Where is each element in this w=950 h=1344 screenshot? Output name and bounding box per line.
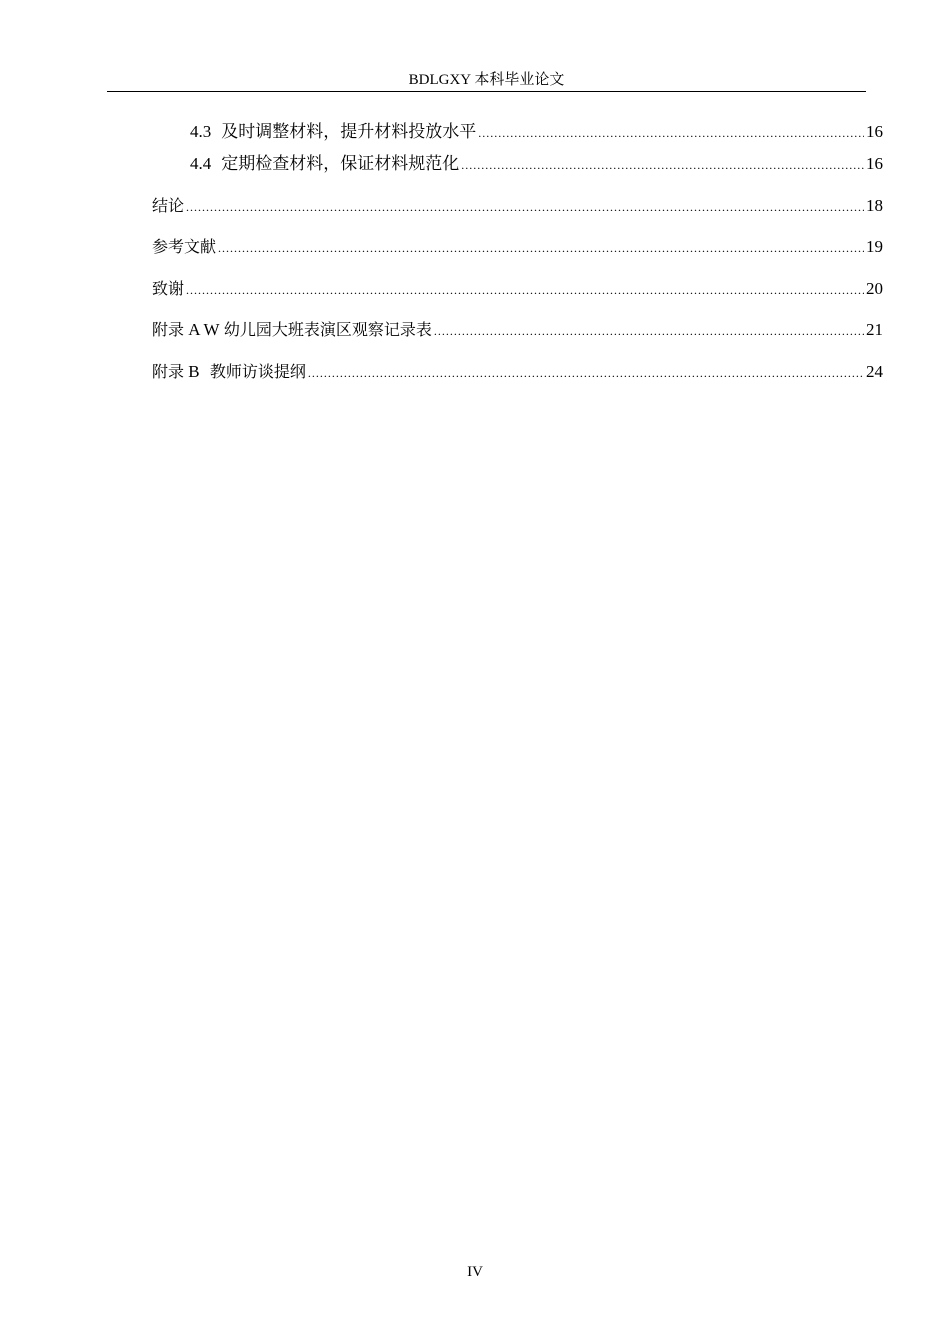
- toc-entry-number: 4.3: [190, 122, 212, 141]
- toc-entry-text: 及时调整材料，提升材料投放水平: [221, 122, 477, 141]
- toc-entry-conclusion[interactable]: [152, 195, 883, 218]
- toc-dot-leader: [434, 320, 864, 342]
- toc-entry-4-4[interactable]: [190, 153, 883, 176]
- toc-entry-title: [152, 195, 184, 217]
- toc-page-number: 19: [866, 237, 883, 256]
- toc-entry-prefix: 附录: [152, 320, 185, 339]
- toc-entry-title: [152, 361, 306, 383]
- toc-entry-text: 定期检查材料，保证材料规范化: [221, 154, 460, 173]
- toc-entry-appendix-a[interactable]: [152, 319, 883, 342]
- toc-entry-title: [190, 121, 476, 143]
- toc-dot-leader: [308, 362, 864, 384]
- toc-entry-acknowledgements[interactable]: [152, 278, 883, 301]
- toc-entry-text: 教师访谈提纲: [209, 362, 306, 381]
- toc-entry-label: A W: [188, 320, 220, 339]
- page-footer-number: IV: [467, 1264, 483, 1280]
- toc-entry-4-3[interactable]: [190, 121, 883, 144]
- toc-entry-text: 幼儿园大班表演区观察记录表: [223, 320, 432, 339]
- toc-page-number: 20: [866, 279, 883, 298]
- toc-entry-title: [152, 278, 184, 300]
- toc-entry-prefix: 附录: [152, 362, 185, 381]
- toc-dot-leader: [478, 122, 864, 144]
- toc-entry-number: 4.4: [190, 154, 212, 173]
- toc-entry-appendix-b[interactable]: [152, 361, 883, 384]
- toc-entry-text: 结论: [152, 196, 185, 215]
- running-header: BDLGXY 本科毕业论文: [408, 72, 565, 88]
- toc-dot-leader: [186, 279, 864, 301]
- toc-page-number: 18: [866, 196, 883, 215]
- toc-entry-references[interactable]: [152, 236, 883, 259]
- toc-page-number: 24: [866, 362, 883, 381]
- toc-page-number: 16: [866, 122, 883, 141]
- toc-page-number: 16: [866, 154, 883, 173]
- toc-entry-title: [152, 319, 432, 341]
- toc-entry-title: [190, 153, 459, 175]
- toc-dot-leader: [218, 237, 864, 259]
- toc-entry-title: [152, 236, 216, 258]
- toc-entry-label: B: [188, 362, 200, 381]
- toc-dot-leader: [461, 154, 864, 176]
- toc-page-number: 21: [866, 320, 883, 339]
- toc-entry-text: 致谢: [152, 279, 185, 298]
- toc-dot-leader: [186, 196, 864, 218]
- toc-entry-text: 参考文献: [152, 237, 217, 256]
